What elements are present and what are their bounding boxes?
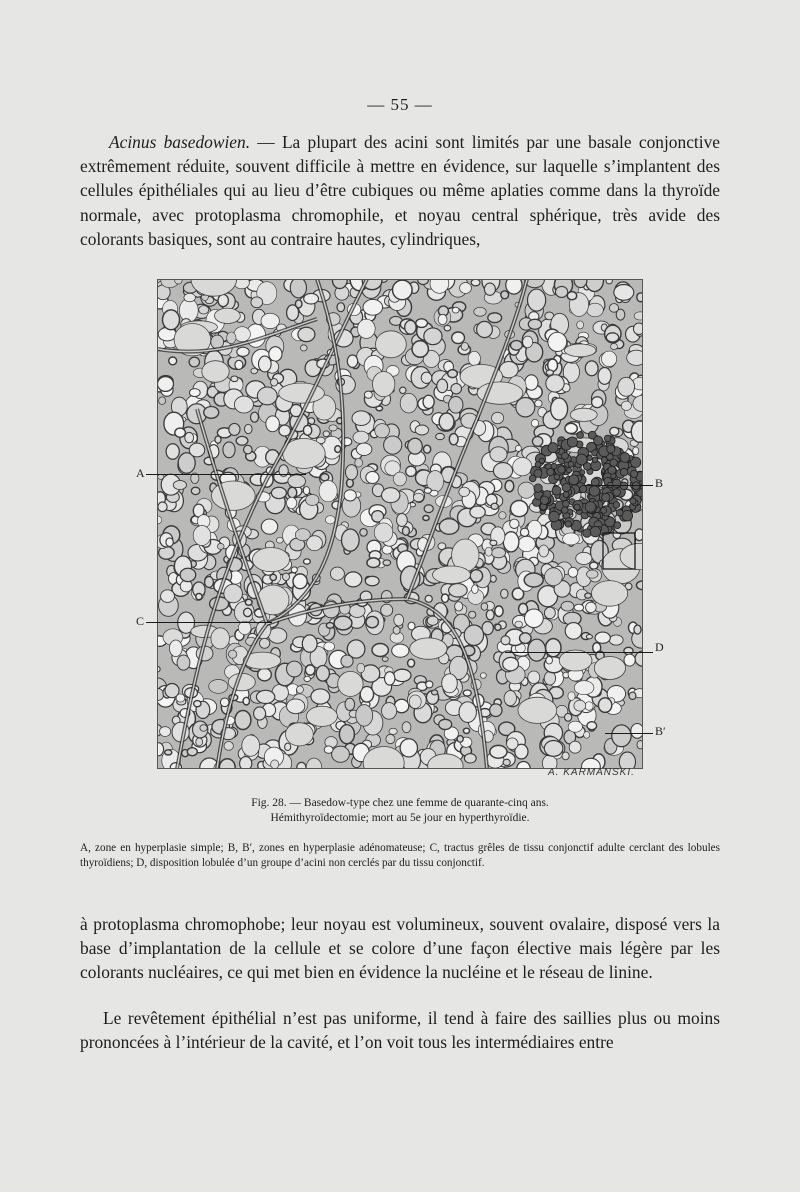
figure-label-d: D — [655, 640, 664, 654]
caption-line-1: Fig. 28. — Basedow-type chez une femme de quarante-cinq ans. — [251, 797, 549, 809]
paragraph-revetement: Le revêtement épithélial n’est pas uniforme, il tend à faire des saillies plus ou moins prononcées à l’intérieur de la cavité, et l’on voit tous les intermédiaires entre — [80, 1008, 720, 1053]
figure-label-b: B — [655, 476, 664, 490]
leader-line-a — [146, 474, 306, 475]
illustrator-signature: A. KARMANSKI. — [548, 767, 635, 778]
leader-line-b — [585, 485, 653, 486]
page-number: — 55 — — [367, 95, 433, 114]
leader-line-d — [505, 652, 653, 653]
paragraph-acinus-basedowien — [80, 130, 720, 251]
figure-caption — [0, 796, 800, 826]
leader-line-c — [146, 622, 272, 623]
figure-label-a: A — [136, 466, 145, 480]
figure-label-c: C — [136, 614, 145, 628]
paragraph-chromophobe: à protoplasma chromophobe; leur noyau est volumineux, souvent ovalaire, disposé vers la base d’implantation de la cellule et se colore d’une façon élective mais légère par les colorants nucléaires, ce qui met bien en évidence la nucléine et le réseau de linine. — [80, 914, 720, 983]
caption-line-2: Hémithyroïdectomie; mort au 5e jour en hyperthyroïdie. — [270, 812, 530, 824]
paragraph-text: — La plupart des acini sont limités par une basale conjonctive extrêmement réduite, souvent difficile à mettre en évidence, sur laquelle s’implantent des cellules épithéliales qui au lieu d’être cubiques ou même aplaties comme dans la thyroïde normale, avec protoplasma chromophile, et noyau central sphérique, très avide des colorants basiques, sont au contraire hautes, cylindriques, — [80, 132, 720, 249]
figure-legend: A, zone en hyperplasie simple; B, B′, zones en hyperplasie adénomateuse; C, tractus grêles de tissu conjonctif adulte cerclant des lobules thyroïdiens; D, disposition lobulée d’un groupe d’acini non cerclés par du tissu conjonctif. — [80, 842, 720, 869]
histology-figure — [157, 279, 643, 769]
paragraph-lead: Acinus basedowien. — [109, 132, 251, 152]
figure-label-b-prime: B′ — [655, 724, 666, 738]
histology-micrograph — [157, 279, 643, 769]
leader-line-b-prime — [605, 733, 653, 734]
